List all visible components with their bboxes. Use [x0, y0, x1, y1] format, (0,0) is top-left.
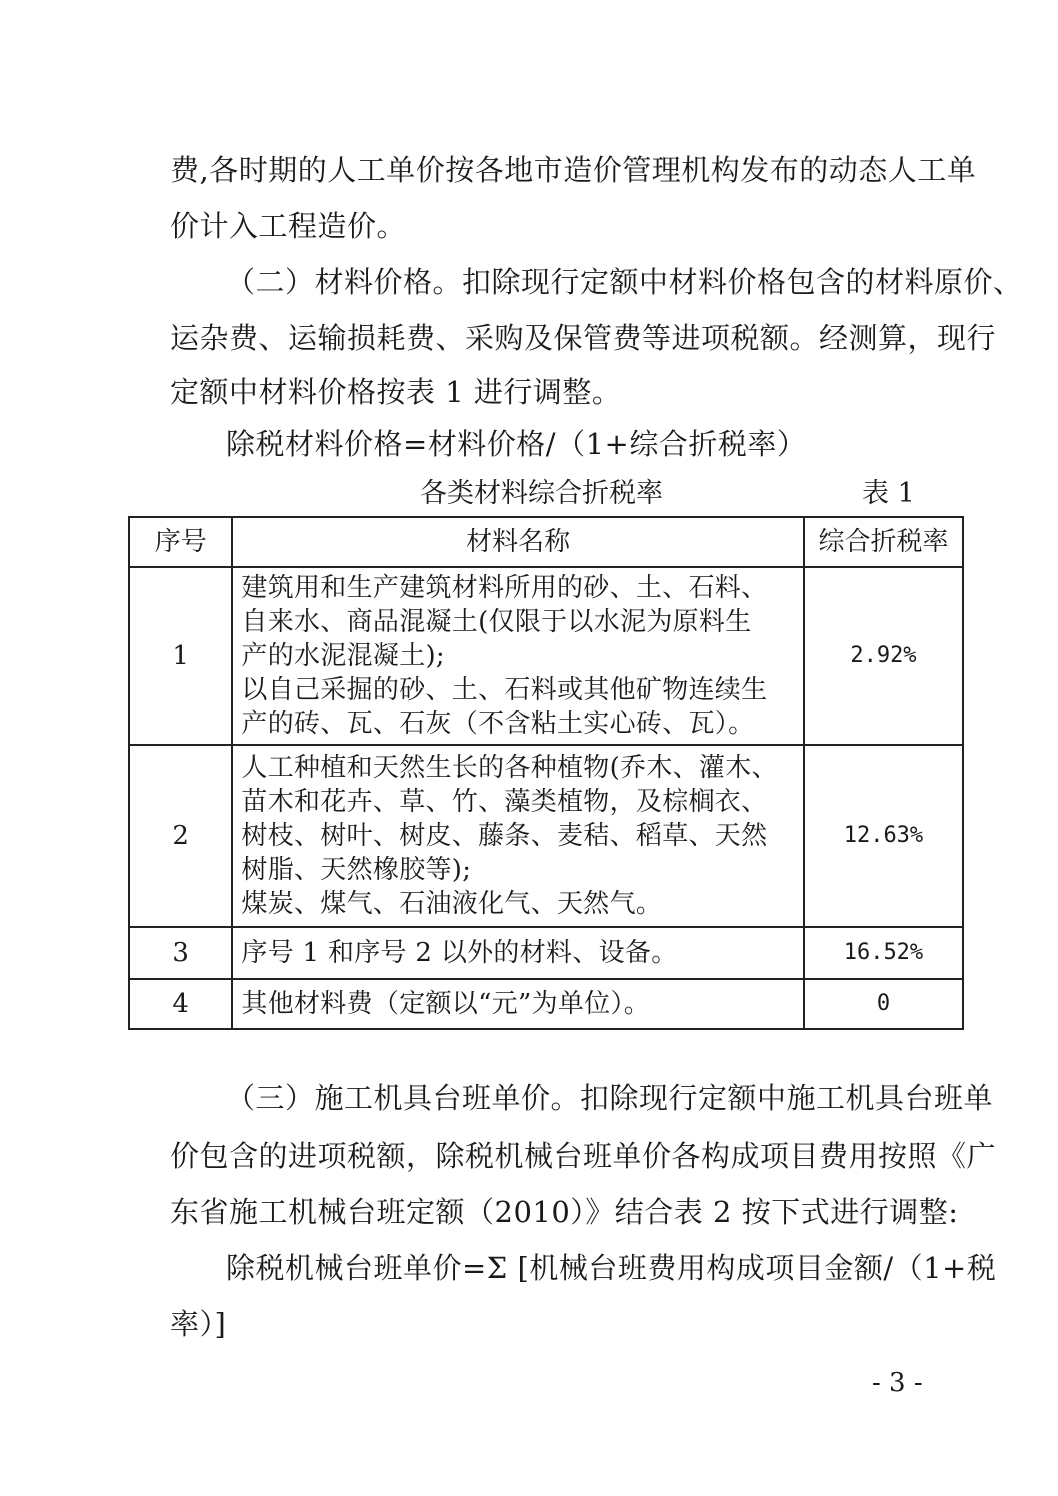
header-no: 序号 — [129, 517, 232, 567]
paragraph-material-line-3: 定额中材料价格按表 1 进行调整。 — [170, 375, 622, 409]
row-4-rate: 0 — [804, 979, 963, 1029]
row-2-name-line: 煤炭、煤气、石油液化气、天然气。 — [241, 889, 663, 919]
formula-machinery-line-1: 除税机械台班单价=Σ [机械台班费用构成项目金额/（1+税 — [226, 1251, 997, 1285]
row-3-name — [232, 927, 804, 979]
row-2-name-line: 苗木和花卉、草、竹、藻类植物，及棕榈衣、 — [241, 787, 768, 817]
row-4-name — [232, 979, 804, 1029]
paragraph-material-line-1: （二）材料价格。扣除现行定额中材料价格包含的材料原价、 — [226, 265, 1023, 299]
row-1-name-line: 以自己采掘的砂、土、石料或其他矿物连续生 — [241, 675, 768, 705]
table-row — [129, 745, 963, 927]
row-3-name-line: 序号 1 和序号 2 以外的材料、设备。 — [241, 938, 678, 968]
header-name: 材料名称 — [232, 517, 804, 567]
row-4-no: 4 — [129, 979, 232, 1029]
row-2-name — [232, 745, 804, 927]
page-number: - 3 - — [872, 1368, 923, 1398]
paragraph-machinery-line-2: 价包含的进项税额，除税机械台班单价各构成项目费用按照《广 — [170, 1139, 997, 1173]
paragraph-machinery-line-3: 东省施工机械台班定额（2010）》结合表 2 按下式进行调整: — [170, 1195, 959, 1229]
table-row — [129, 979, 963, 1029]
row-2-name-line: 人工种植和天然生长的各种植物(乔木、灌木、 — [241, 753, 778, 783]
paragraph-labor-line-2: 价计入工程造价。 — [170, 209, 407, 243]
row-2-no: 2 — [129, 745, 232, 927]
table-row — [129, 927, 963, 979]
row-3-no: 3 — [129, 927, 232, 979]
row-2-name-line: 树脂、天然橡胶等); — [241, 855, 472, 885]
paragraph-material-line-2: 运杂费、运输损耗费、采购及保管费等进项税额。经测算，现行 — [170, 321, 997, 355]
row-1-name-line: 建筑用和生产建筑材料所用的砂、土、石料、 — [241, 573, 768, 603]
row-2-name-line: 树枝、树叶、树皮、藤条、麦秸、稻草、天然 — [241, 821, 768, 851]
row-1-name-line: 产的水泥混凝土); — [241, 641, 445, 671]
row-1-name-line: 产的砖、瓦、石灰（不含粘土实心砖、瓦）。 — [241, 709, 755, 739]
tax-rate-table — [128, 516, 964, 1030]
paragraph-labor-line-1: 费,各时期的人工单价按各地市造价管理机构发布的动态人工单 — [170, 153, 977, 187]
row-1-name — [232, 567, 804, 745]
formula-machinery-line-2: 率）] — [170, 1307, 227, 1341]
row-1-no: 1 — [129, 567, 232, 745]
table-row — [129, 567, 963, 745]
paragraph-machinery-line-1: （三）施工机具台班单价。扣除现行定额中施工机具台班单 — [226, 1081, 994, 1115]
table-header-row — [129, 517, 963, 567]
table-caption: 各类材料综合折税率 — [420, 478, 663, 509]
table-label: 表 1 — [862, 478, 915, 509]
row-4-name-line: 其他材料费（定额以“元”为单位）。 — [241, 989, 651, 1019]
row-1-rate: 2.92% — [804, 567, 963, 745]
row-3-rate: 16.52% — [804, 927, 963, 979]
formula-material-price: 除税材料价格=材料价格/（1+综合折税率） — [226, 427, 807, 461]
row-1-name-line: 自来水、商品混凝土(仅限于以水泥为原料生 — [241, 607, 752, 637]
row-2-rate: 12.63% — [804, 745, 963, 927]
header-rate: 综合折税率 — [804, 517, 963, 567]
